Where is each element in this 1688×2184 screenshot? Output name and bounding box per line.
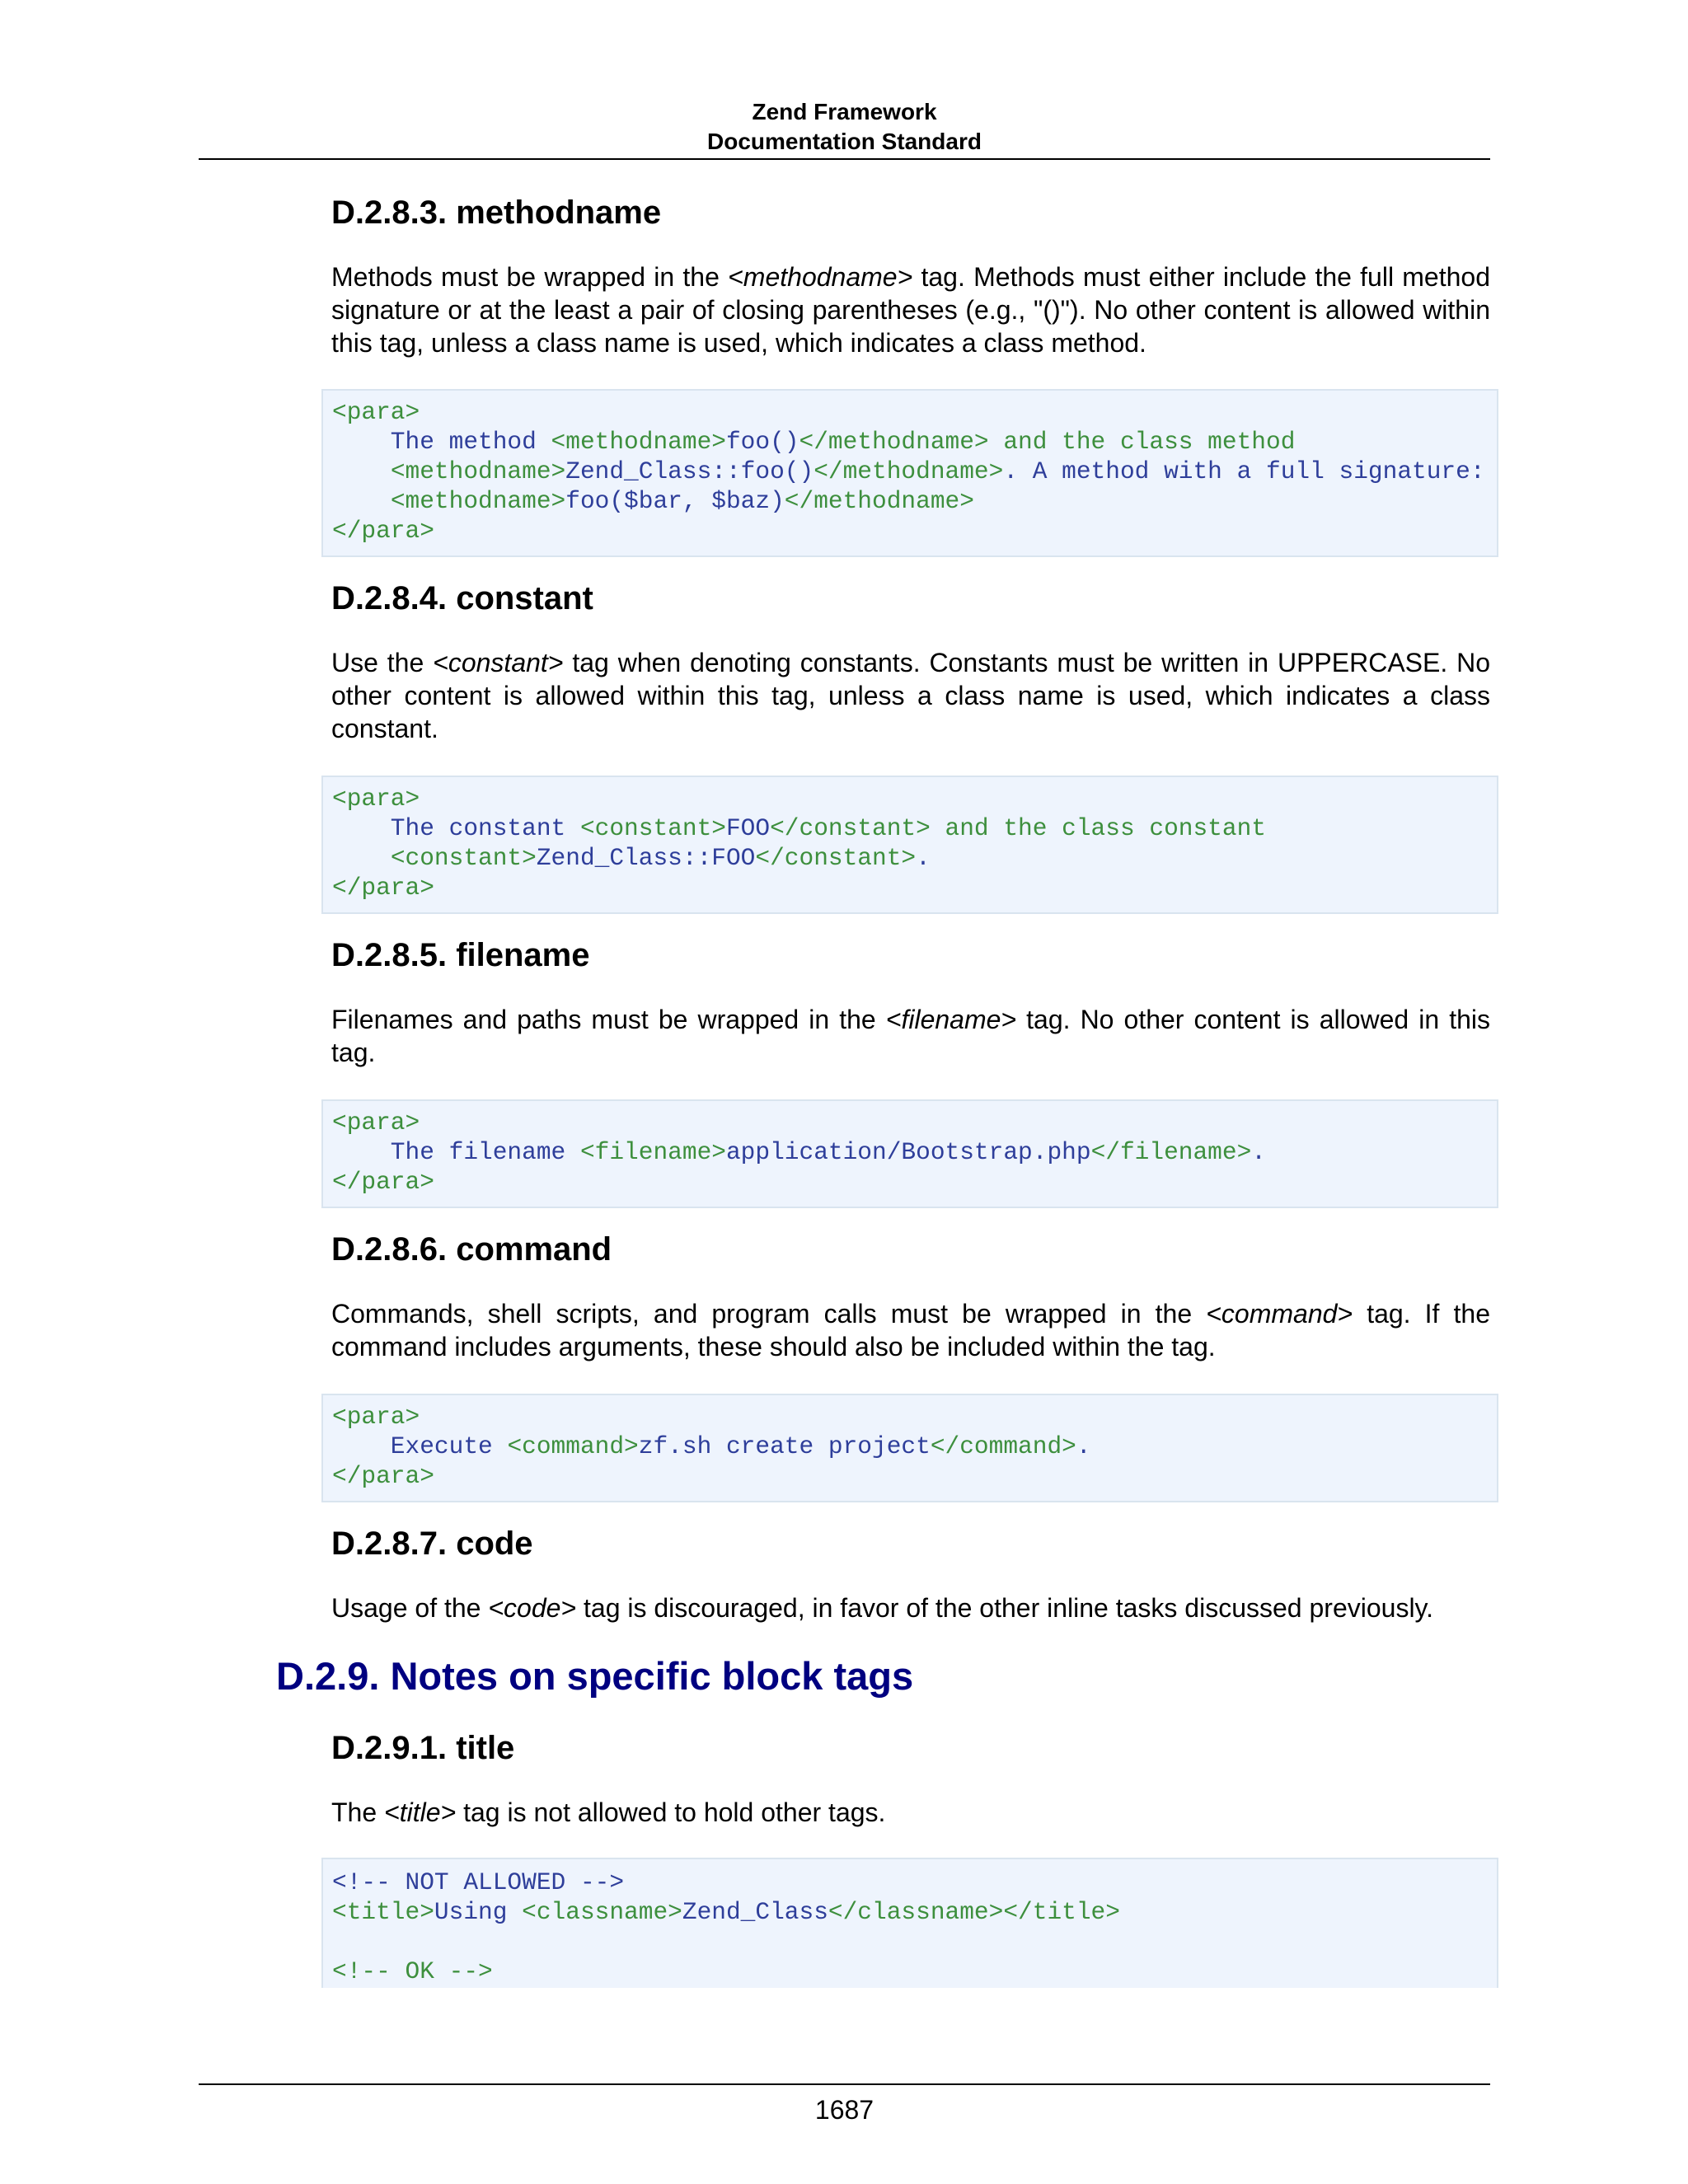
paragraph-text: tag. If the command includes arguments, these should also be included within the tag. bbox=[331, 1299, 1491, 1361]
code-tag-token: </constant> bbox=[770, 814, 931, 842]
code-tag-token: <filename> bbox=[579, 1138, 726, 1166]
code-text-token: . bbox=[1251, 1138, 1266, 1166]
code-line bbox=[332, 457, 1497, 486]
code-text-token: The method bbox=[332, 428, 551, 456]
code-text-token: . bbox=[1076, 1432, 1091, 1460]
paragraph-command bbox=[331, 1297, 1490, 1363]
code-text-token: FOO bbox=[725, 814, 771, 842]
code-tag-token: <!-- OK --> bbox=[332, 1957, 493, 1985]
paragraph-text: tag is discouraged, in favor of the other inline tasks discussed previously. bbox=[576, 1593, 1434, 1623]
code-line bbox=[332, 843, 1497, 873]
inline-tag-name: <filename> bbox=[885, 1005, 1017, 1034]
code-tag-token: </para> bbox=[332, 1462, 434, 1490]
code-text-token: . A method with a full signature: bbox=[1003, 457, 1485, 485]
code-tag-token: </methodname> bbox=[814, 457, 1004, 485]
code-line bbox=[332, 1137, 1497, 1167]
header-line-2: Documentation Standard bbox=[707, 129, 982, 154]
code-line bbox=[332, 1927, 1497, 1957]
header-line-1: Zend Framework bbox=[752, 99, 937, 124]
code-text-token: Execute bbox=[332, 1432, 508, 1460]
code-tag-token: </para> bbox=[332, 517, 434, 545]
code-tag-token: </para> bbox=[332, 874, 434, 902]
inline-tag-name: <methodname> bbox=[728, 262, 913, 292]
paragraph-text: Methods must be wrapped in the bbox=[331, 262, 729, 292]
paragraph-text: tag. No other content is allowed in this tag. bbox=[331, 1005, 1491, 1067]
section-heading-constant: D.2.8.4. constant bbox=[331, 580, 593, 616]
paragraph-text: tag when denoting constants. Constants must be written in UPPERCASE. No other content is allowed within this tag, unless a class name is used, which indicates a class constant. bbox=[331, 648, 1491, 743]
code-text-token bbox=[332, 457, 391, 485]
code-text-token: foo() bbox=[725, 428, 799, 456]
code-tag-token: <constant> bbox=[579, 814, 726, 842]
code-text-token bbox=[332, 487, 391, 515]
code-tag-token: <para> bbox=[332, 785, 420, 813]
code-block-methodname bbox=[321, 389, 1498, 557]
section-heading-filename: D.2.8.5. filename bbox=[331, 937, 590, 973]
code-tag-token: </filename> bbox=[1090, 1138, 1252, 1166]
code-text-token: Zend_Class bbox=[682, 1898, 828, 1926]
code-text-token bbox=[332, 844, 391, 872]
code-tag-token: </para> bbox=[332, 1168, 434, 1196]
code-line bbox=[332, 397, 1497, 427]
code-tag-token: <methodname> bbox=[551, 428, 726, 456]
paragraph-filename bbox=[331, 1003, 1490, 1069]
code-text-token: The filename bbox=[332, 1138, 580, 1166]
code-tag-token: <methodname> bbox=[390, 457, 566, 485]
paragraph-text: tag is not allowed to hold other tags. bbox=[456, 1797, 886, 1827]
code-line bbox=[332, 784, 1497, 813]
section-heading-title: D.2.9.1. title bbox=[331, 1730, 515, 1766]
code-text-token: Zend_Class::FOO bbox=[536, 844, 756, 872]
code-text-token: . bbox=[916, 844, 931, 872]
code-tag-token: <command> bbox=[507, 1432, 639, 1460]
code-tag-token: </methodname> bbox=[784, 487, 974, 515]
code-tag-token: <methodname> bbox=[390, 487, 566, 515]
code-text-token: application/Bootstrap.php bbox=[725, 1138, 1091, 1166]
code-block-filename bbox=[321, 1099, 1498, 1208]
code-tag-token: and the class constant bbox=[930, 814, 1266, 842]
paragraph-text: The bbox=[331, 1797, 385, 1827]
paragraph-constant bbox=[331, 646, 1490, 745]
code-line bbox=[332, 1868, 1497, 1897]
paragraph-text: tag. Methods must either include the full method signature or at the least a pair of closing parentheses (e.g., "()"). No other content is allowed within this tag, unless a class name is used, which indicates a class method. bbox=[331, 262, 1491, 358]
inline-tag-name: <constant> bbox=[433, 648, 564, 677]
code-tag-token: <title> bbox=[332, 1898, 434, 1926]
code-line bbox=[332, 486, 1497, 516]
code-line bbox=[332, 516, 1497, 546]
code-tag-token: <para> bbox=[332, 398, 420, 426]
paragraph-code bbox=[331, 1591, 1490, 1624]
footer-rule bbox=[199, 2083, 1490, 2085]
code-block-title bbox=[321, 1858, 1498, 1988]
code-block-constant bbox=[321, 776, 1498, 914]
header-rule bbox=[199, 158, 1490, 160]
code-tag-token: <para> bbox=[332, 1403, 420, 1431]
inline-tag-name: <code> bbox=[488, 1593, 577, 1623]
section-heading-command: D.2.8.6. command bbox=[331, 1231, 612, 1268]
code-text-token: Zend_Class::foo() bbox=[565, 457, 814, 485]
code-block-command bbox=[321, 1394, 1498, 1502]
paragraph-text: Commands, shell scripts, and program calls must be wrapped in the bbox=[331, 1299, 1207, 1329]
inline-tag-name: <title> bbox=[384, 1797, 457, 1827]
paragraph-text: Usage of the bbox=[331, 1593, 489, 1623]
code-line bbox=[332, 1897, 1497, 1927]
code-tag-token: </constant> bbox=[755, 844, 917, 872]
code-line bbox=[332, 1461, 1497, 1491]
code-text-token: The constant bbox=[332, 814, 580, 842]
code-tag-token: <constant> bbox=[390, 844, 537, 872]
section-heading-block-tags: D.2.9. Notes on specific block tags bbox=[276, 1654, 914, 1698]
code-tag-token: <para> bbox=[332, 1108, 420, 1137]
page-number: 1687 bbox=[814, 2095, 874, 2125]
section-heading-code: D.2.8.7. code bbox=[331, 1526, 533, 1562]
code-tag-token: </classname></title> bbox=[828, 1898, 1120, 1926]
code-tag-token: and the class method bbox=[988, 428, 1296, 456]
code-line bbox=[332, 1108, 1497, 1137]
code-text-token: Using bbox=[434, 1898, 523, 1926]
paragraph-text: Filenames and paths must be wrapped in the bbox=[331, 1005, 886, 1034]
inline-tag-name: <command> bbox=[1206, 1299, 1353, 1329]
paragraph-title bbox=[331, 1796, 1490, 1829]
paragraph-methodname bbox=[331, 260, 1490, 359]
code-line bbox=[332, 873, 1497, 902]
code-line bbox=[332, 813, 1497, 843]
code-line bbox=[332, 1167, 1497, 1197]
code-text-token: foo($bar, $baz) bbox=[565, 487, 785, 515]
code-tag-token: </methodname> bbox=[799, 428, 989, 456]
code-text-token: zf.sh create project bbox=[638, 1432, 931, 1460]
paragraph-text: Use the bbox=[331, 648, 434, 677]
code-line bbox=[332, 1957, 1497, 1986]
code-line bbox=[332, 1432, 1497, 1461]
page-header bbox=[199, 97, 1490, 157]
code-tag-token: </command> bbox=[930, 1432, 1076, 1460]
code-tag-token: <classname> bbox=[522, 1898, 682, 1926]
code-line bbox=[332, 1402, 1497, 1432]
code-line bbox=[332, 427, 1497, 457]
section-heading-methodname: D.2.8.3. methodname bbox=[331, 194, 662, 231]
code-text-token: <!-- NOT ALLOWED --> bbox=[332, 1868, 625, 1896]
